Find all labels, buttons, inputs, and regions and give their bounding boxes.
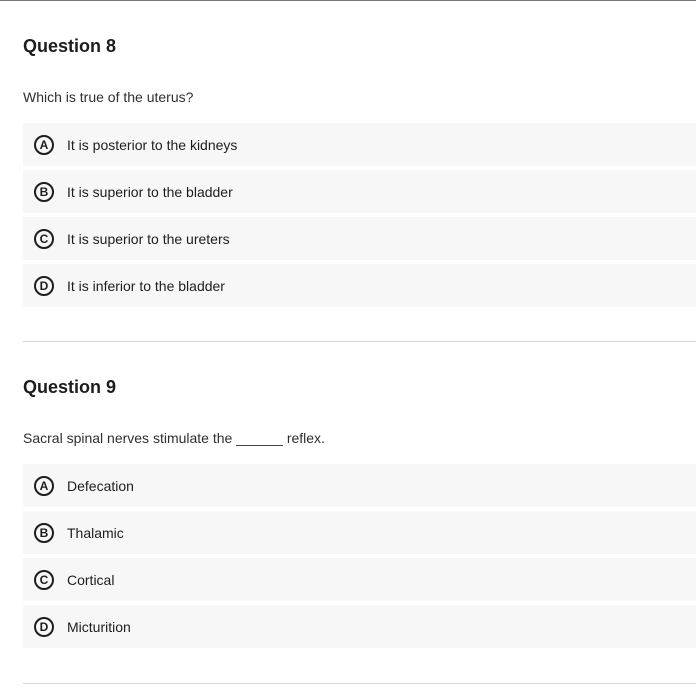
option-c[interactable] <box>23 558 696 601</box>
option-label: Thalamic <box>67 524 124 541</box>
option-label: It is superior to the ureters <box>67 230 230 247</box>
option-a[interactable] <box>23 123 696 166</box>
option-d[interactable] <box>23 264 696 307</box>
option-label: Defecation <box>67 477 134 494</box>
question-prompt: Sacral spinal nerves stimulate the ______ reflex. <box>23 430 325 446</box>
option-label: Cortical <box>67 571 115 588</box>
option-label: It is superior to the bladder <box>67 183 233 200</box>
question-title: Question 9 <box>23 377 117 397</box>
option-letter-badge: D <box>34 617 54 637</box>
answer-options <box>23 464 696 652</box>
option-letter-badge: D <box>34 276 54 296</box>
option-label: Micturition <box>67 618 131 635</box>
option-b[interactable] <box>23 170 696 213</box>
option-letter-badge: A <box>34 135 54 155</box>
top-divider <box>0 0 696 1</box>
option-a[interactable] <box>23 464 696 507</box>
option-letter-badge: B <box>34 523 54 543</box>
answer-options <box>23 123 696 311</box>
option-b[interactable] <box>23 511 696 554</box>
option-c[interactable] <box>23 217 696 260</box>
option-letter-badge: A <box>34 476 54 496</box>
question-prompt: Which is true of the uterus? <box>23 89 194 105</box>
question-title: Question 8 <box>23 36 117 56</box>
option-label: It is inferior to the bladder <box>67 277 225 294</box>
option-d[interactable] <box>23 605 696 648</box>
option-letter-badge: C <box>34 570 54 590</box>
option-label: It is posterior to the kidneys <box>67 136 238 153</box>
question-divider <box>23 341 696 342</box>
option-letter-badge: C <box>34 229 54 249</box>
question-divider <box>23 683 696 684</box>
option-letter-badge: B <box>34 182 54 202</box>
